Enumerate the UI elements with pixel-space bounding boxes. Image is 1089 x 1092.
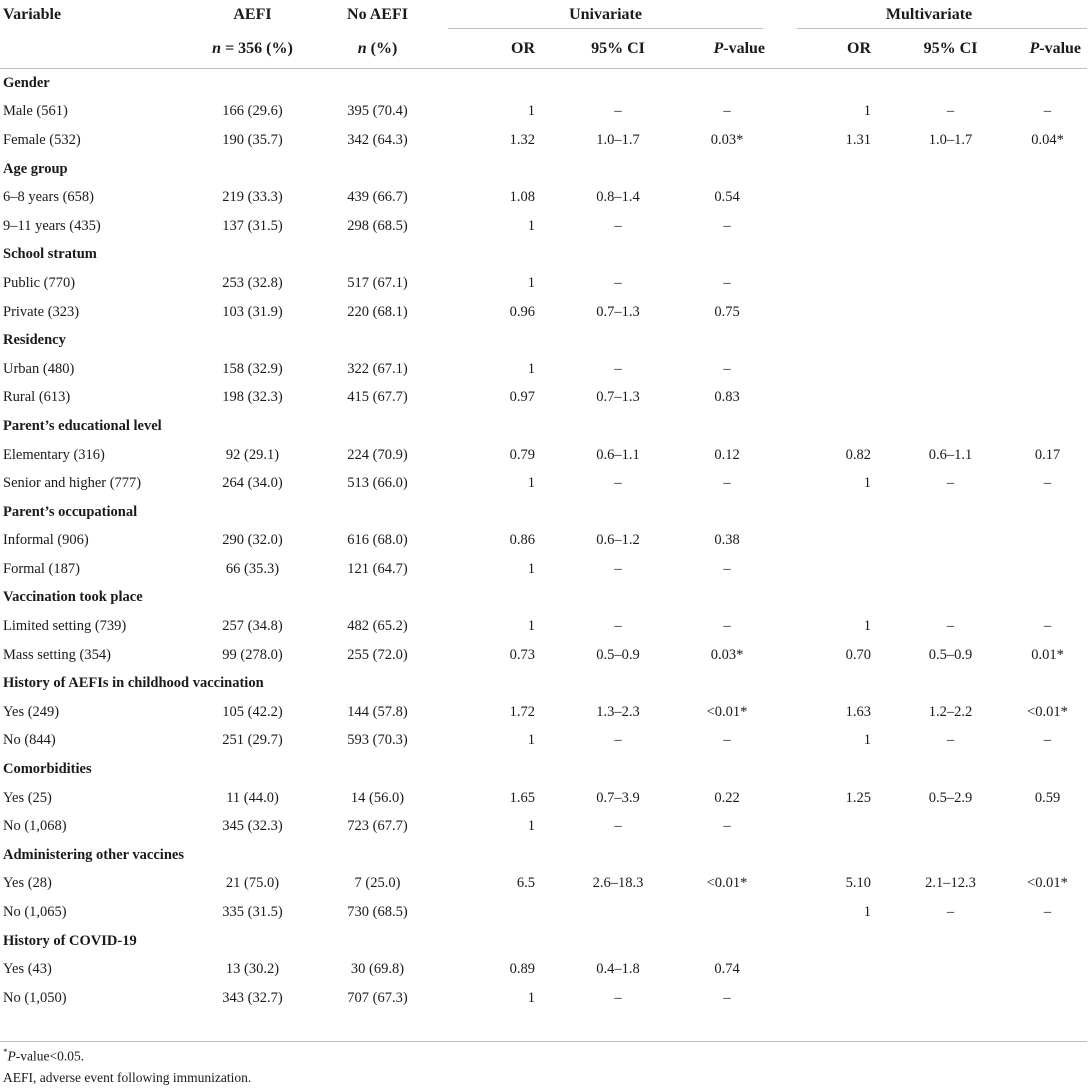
univariate-ci: 1.3–2.3	[596, 703, 640, 720]
univariate-or: 1	[527, 475, 535, 492]
multivariate-or: 5.10	[845, 875, 872, 892]
no-aefi-value: 224 (70.9)	[347, 446, 408, 463]
univariate-p: 0.75	[714, 303, 740, 320]
univariate-or: 1	[527, 360, 535, 377]
multivariate-p: 0.59	[1034, 789, 1061, 806]
aefi-value: 219 (33.3)	[222, 189, 283, 206]
header-univariate-or: OR	[511, 39, 535, 57]
header-univariate-p-symbol: P	[713, 39, 724, 57]
univariate-or: 1	[527, 103, 535, 120]
header-multivariate-or: OR	[847, 39, 872, 57]
no-aefi-value: 395 (70.4)	[347, 103, 408, 120]
multivariate-ci: 2.1–12.3	[925, 875, 976, 892]
multivariate-or	[771, 183, 893, 212]
multivariate-p	[1008, 384, 1087, 413]
group-heading: Residency	[3, 332, 66, 349]
univariate-p: –	[723, 732, 731, 749]
header-aefi: AEFI	[233, 5, 272, 23]
multivariate-p: –	[1043, 618, 1052, 635]
aefi-value: 21 (75.0)	[225, 875, 280, 892]
row-label: Urban (480)	[3, 360, 75, 377]
no-aefi-value: 723 (67.7)	[347, 818, 408, 835]
multivariate-p	[1008, 298, 1087, 327]
no-aefi-value: 7 (25.0)	[354, 875, 401, 892]
univariate-p	[683, 898, 771, 927]
univariate-p: 0.38	[714, 532, 740, 549]
univariate-or: 1	[527, 618, 535, 635]
group-heading: Gender	[3, 74, 50, 91]
univariate-or: 1.32	[509, 131, 535, 148]
multivariate-ci	[893, 212, 1008, 241]
multivariate-or	[771, 212, 893, 241]
table-row	[0, 555, 1087, 584]
no-aefi-value: 322 (67.1)	[347, 360, 408, 377]
header-univariate-p	[683, 29, 771, 69]
no-aefi-value: 121 (64.7)	[347, 560, 408, 577]
footnote-star: *	[3, 1047, 8, 1057]
multivariate-p: <0.01*	[1027, 703, 1068, 720]
table-row	[0, 870, 1087, 899]
table-row	[0, 612, 1087, 641]
multivariate-p: 0.17	[1034, 446, 1061, 463]
aefi-value: 335 (31.5)	[222, 904, 283, 921]
row-label: No (1,068)	[3, 818, 67, 835]
multivariate-ci: 0.5–0.9	[928, 646, 973, 663]
header-aefi-n-symbol: n	[212, 39, 222, 57]
row-label: Informal (906)	[3, 532, 89, 549]
univariate-ci: –	[614, 732, 622, 749]
aefi-value: 137 (31.5)	[222, 217, 283, 234]
univariate-ci: 0.6–1.2	[596, 532, 640, 549]
table-row	[0, 698, 1087, 727]
aefi-value: 105 (42.2)	[222, 703, 283, 720]
header-variable-spacer	[0, 29, 190, 69]
table-row	[0, 984, 1087, 1013]
no-aefi-value: 255 (72.0)	[347, 646, 408, 663]
univariate-or: 0.89	[509, 961, 535, 978]
univariate-p: –	[723, 217, 731, 234]
univariate-p: –	[723, 103, 731, 120]
group-heading: History of COVID-19	[3, 932, 137, 949]
table-row	[0, 469, 1087, 498]
univariate-or: 0.73	[509, 646, 535, 663]
no-aefi-value: 342 (64.3)	[347, 131, 408, 148]
univariate-or: 0.97	[509, 389, 535, 406]
multivariate-or: 1	[863, 618, 872, 635]
group-heading-row	[0, 498, 1087, 527]
row-label: Public (770)	[3, 274, 76, 291]
univariate-ci: 0.8–1.4	[596, 189, 640, 206]
table-row	[0, 126, 1087, 155]
univariate-or: 1.08	[509, 189, 535, 206]
univariate-p: –	[723, 360, 731, 377]
aefi-value: 92 (29.1)	[225, 446, 280, 463]
univariate-ci: 0.6–1.1	[596, 446, 640, 463]
aefi-value: 251 (29.7)	[222, 732, 283, 749]
row-label: Yes (28)	[3, 875, 52, 892]
univariate-p: 0.03*	[710, 646, 744, 663]
multivariate-ci	[893, 183, 1008, 212]
header-multivariate	[771, 0, 1087, 29]
table-row	[0, 955, 1087, 984]
no-aefi-value: 30 (69.8)	[350, 961, 405, 978]
multivariate-or	[771, 984, 893, 1013]
univariate-or: 1	[527, 989, 535, 1006]
aefi-value: 190 (35.7)	[222, 131, 283, 148]
aefi-value: 198 (32.3)	[222, 389, 283, 406]
table-row	[0, 298, 1087, 327]
group-heading: Parent’s occupational	[3, 503, 138, 520]
univariate-ci: 0.7–1.3	[596, 389, 640, 406]
univariate-or: 1	[527, 818, 535, 835]
header-univariate-label: Univariate	[569, 5, 642, 23]
footnote-abbreviation: AEFI, adverse event following immunization.	[3, 1070, 252, 1085]
multivariate-or	[771, 955, 893, 984]
header-univariate-p-rest: -value	[723, 39, 766, 57]
univariate-ci: –	[614, 618, 622, 635]
multivariate-ci: –	[946, 103, 955, 120]
univariate-p: –	[723, 818, 731, 835]
univariate-p: 0.03*	[710, 131, 744, 148]
multivariate-or: 1.31	[845, 131, 872, 148]
multivariate-or: 1	[863, 103, 872, 120]
univariate-p: 0.74	[714, 961, 740, 978]
univariate-or: 6.5	[516, 875, 535, 892]
row-label: Rural (613)	[3, 389, 71, 406]
multivariate-or	[771, 355, 893, 384]
table-row	[0, 269, 1087, 298]
no-aefi-value: 144 (57.8)	[347, 703, 408, 720]
footnote-significance	[3, 1047, 84, 1065]
footnote-p-symbol: P	[7, 1048, 16, 1064]
univariate-or: 1	[527, 732, 535, 749]
multivariate-or	[771, 298, 893, 327]
header-aefi-n-rest: = 356 (%)	[221, 39, 293, 57]
univariate-ci: –	[614, 274, 622, 291]
multivariate-p: 0.01*	[1031, 646, 1064, 663]
header-no-aefi-n-symbol: n	[357, 39, 367, 57]
multivariate-or: 1	[863, 732, 872, 749]
multivariate-ci: 1.0–1.7	[928, 131, 973, 148]
univariate-p: –	[723, 475, 731, 492]
no-aefi-value: 513 (66.0)	[347, 475, 408, 492]
group-heading: Administering other vaccines	[3, 846, 184, 863]
multivariate-or: 0.82	[845, 446, 872, 463]
table-row	[0, 812, 1087, 841]
aefi-value: 290 (32.0)	[222, 532, 283, 549]
multivariate-or	[771, 527, 893, 556]
univariate-rule	[448, 28, 763, 29]
header-multivariate-p-rest: -value	[1039, 39, 1082, 57]
group-heading-row	[0, 326, 1087, 355]
aefi-value: 158 (32.9)	[222, 360, 283, 377]
table-row	[0, 898, 1087, 927]
univariate-p: –	[723, 989, 731, 1006]
group-heading: Vaccination took place	[3, 589, 143, 606]
univariate-or: 1.65	[509, 789, 535, 806]
group-heading: Age group	[3, 160, 68, 177]
no-aefi-value: 593 (70.3)	[347, 732, 408, 749]
header-no-aefi: No AEFI	[347, 5, 408, 23]
multivariate-ci	[893, 384, 1008, 413]
multivariate-p	[1008, 555, 1087, 584]
univariate-or: 1	[527, 560, 535, 577]
multivariate-ci	[893, 355, 1008, 384]
header-multivariate-ci: 95% CI	[923, 39, 978, 57]
multivariate-or: 1.63	[845, 703, 872, 720]
group-heading: School stratum	[3, 246, 97, 263]
multivariate-or	[771, 812, 893, 841]
univariate-or: 1	[527, 217, 535, 234]
row-label: Yes (249)	[3, 703, 60, 720]
multivariate-p: 0.04*	[1031, 131, 1064, 148]
multivariate-or	[771, 269, 893, 298]
aefi-value: 66 (35.3)	[225, 560, 280, 577]
table-header	[0, 0, 1087, 69]
row-label: 6–8 years (658)	[3, 189, 95, 206]
header-multivariate-label: Multivariate	[885, 5, 973, 23]
header-aefi-n	[190, 29, 315, 69]
row-label: No (1,065)	[3, 904, 67, 921]
row-label: No (1,050)	[3, 989, 67, 1006]
table-row	[0, 441, 1087, 470]
multivariate-p: –	[1043, 475, 1052, 492]
multivariate-ci	[893, 269, 1008, 298]
multivariate-p	[1008, 269, 1087, 298]
multivariate-p: –	[1043, 732, 1052, 749]
aefi-value: 343 (32.7)	[222, 989, 283, 1006]
row-label: Elementary (316)	[3, 446, 105, 463]
univariate-ci: –	[614, 360, 622, 377]
multivariate-or	[771, 384, 893, 413]
group-heading: Parent’s educational level	[3, 417, 162, 434]
univariate-or: 1	[527, 274, 535, 291]
group-heading-row	[0, 927, 1087, 956]
row-label: 9–11 years (435)	[3, 217, 101, 234]
multivariate-ci	[893, 984, 1008, 1013]
univariate-or	[440, 898, 553, 927]
group-heading: Comorbidities	[3, 761, 92, 778]
univariate-ci: 0.5–0.9	[596, 646, 640, 663]
multivariate-ci	[893, 527, 1008, 556]
univariate-or: 0.96	[509, 303, 535, 320]
table-row	[0, 641, 1087, 670]
multivariate-or: 0.70	[845, 646, 872, 663]
univariate-or: 0.79	[509, 446, 535, 463]
group-heading-row	[0, 755, 1087, 784]
no-aefi-value: 439 (66.7)	[347, 189, 408, 206]
multivariate-p	[1008, 355, 1087, 384]
aefi-value: 264 (34.0)	[222, 475, 283, 492]
no-aefi-value: 220 (68.1)	[347, 303, 408, 320]
multivariate-or: 1	[863, 904, 872, 921]
row-label: Formal (187)	[3, 560, 80, 577]
group-heading-row	[0, 669, 1087, 698]
univariate-ci: 2.6–18.3	[592, 875, 644, 892]
multivariate-p: –	[1043, 904, 1052, 921]
table-row	[0, 355, 1087, 384]
row-label: Private (323)	[3, 303, 80, 320]
header-multivariate-p	[1008, 29, 1087, 69]
univariate-ci: 0.7–1.3	[596, 303, 640, 320]
multivariate-ci	[893, 298, 1008, 327]
row-label: Limited setting (739)	[3, 618, 127, 635]
aefi-value: 253 (32.8)	[222, 274, 283, 291]
multivariate-ci	[893, 955, 1008, 984]
univariate-ci: 1.0–1.7	[596, 131, 640, 148]
univariate-p: –	[723, 274, 731, 291]
multivariate-p	[1008, 984, 1087, 1013]
no-aefi-value: 730 (68.5)	[347, 904, 408, 921]
group-heading: History of AEFIs in childhood vaccination	[3, 675, 264, 692]
multivariate-rule	[797, 28, 1087, 29]
group-heading-row	[0, 155, 1087, 184]
row-label: Female (532)	[3, 131, 81, 148]
multivariate-ci: 1.2–2.2	[928, 703, 973, 720]
univariate-p: 0.54	[714, 189, 740, 206]
group-heading-row	[0, 841, 1087, 870]
multivariate-or	[771, 555, 893, 584]
table-row	[0, 527, 1087, 556]
aefi-value: 166 (29.6)	[222, 103, 283, 120]
no-aefi-value: 707 (67.3)	[347, 989, 408, 1006]
multivariate-or: 1	[863, 475, 872, 492]
row-label: Senior and higher (777)	[3, 475, 142, 492]
multivariate-ci: 0.5–2.9	[928, 789, 973, 806]
multivariate-ci: –	[946, 904, 955, 921]
multivariate-ci: –	[946, 475, 955, 492]
table-row	[0, 212, 1087, 241]
aefi-value: 103 (31.9)	[222, 303, 283, 320]
no-aefi-value: 415 (67.7)	[347, 389, 408, 406]
univariate-or: 1.72	[509, 703, 535, 720]
aefi-value: 99 (278.0)	[222, 646, 283, 663]
table-row	[0, 98, 1087, 127]
univariate-p: 0.83	[714, 389, 740, 406]
univariate-ci: –	[614, 989, 622, 1006]
group-heading-row	[0, 584, 1087, 613]
header-variable: Variable	[3, 5, 62, 23]
univariate-p: –	[723, 618, 731, 635]
multivariate-ci	[893, 555, 1008, 584]
no-aefi-value: 298 (68.5)	[347, 217, 408, 234]
univariate-p: <0.01*	[706, 875, 748, 892]
multivariate-ci: –	[946, 618, 955, 635]
univariate-ci: –	[614, 217, 622, 234]
table-bottom-rule	[0, 1041, 1087, 1042]
table-row	[0, 784, 1087, 813]
univariate-or: 0.86	[509, 532, 535, 549]
univariate-ci: 0.7–3.9	[596, 789, 640, 806]
table-row	[0, 384, 1087, 413]
univariate-ci	[553, 898, 683, 927]
no-aefi-value: 517 (67.1)	[347, 274, 408, 291]
multivariate-p	[1008, 812, 1087, 841]
row-label: Male (561)	[3, 103, 68, 120]
multivariate-ci: –	[946, 732, 955, 749]
no-aefi-value: 482 (65.2)	[347, 618, 408, 635]
univariate-p: 0.12	[714, 446, 740, 463]
multivariate-p: –	[1043, 103, 1052, 120]
header-no-aefi-n-rest: (%)	[366, 39, 398, 57]
multivariate-p	[1008, 527, 1087, 556]
row-label: Yes (43)	[3, 961, 52, 978]
univariate-ci: –	[614, 818, 622, 835]
group-heading-row	[0, 412, 1087, 441]
univariate-p: 0.22	[714, 789, 740, 806]
multivariate-ci: 0.6–1.1	[928, 446, 973, 463]
aefi-value: 13 (30.2)	[225, 961, 280, 978]
header-multivariate-p-symbol: P	[1029, 39, 1040, 57]
table-body	[0, 69, 1087, 1013]
row-label: No (844)	[3, 732, 56, 749]
univariate-ci: –	[614, 475, 622, 492]
univariate-ci: –	[614, 560, 622, 577]
multivariate-p	[1008, 955, 1087, 984]
univariate-ci: 0.4–1.8	[596, 961, 640, 978]
no-aefi-value: 14 (56.0)	[350, 789, 405, 806]
header-univariate	[440, 0, 771, 29]
header-univariate-ci: 95% CI	[591, 39, 645, 57]
aefi-value: 257 (34.8)	[222, 618, 283, 635]
no-aefi-value: 616 (68.0)	[347, 532, 408, 549]
aefi-value: 345 (32.3)	[222, 818, 283, 835]
univariate-p: –	[723, 560, 731, 577]
multivariate-ci	[893, 812, 1008, 841]
row-label: Mass setting (354)	[3, 646, 111, 663]
aefi-value: 11 (44.0)	[226, 789, 279, 806]
multivariate-p: <0.01*	[1027, 875, 1068, 892]
univariate-p: <0.01*	[706, 703, 748, 720]
header-no-aefi-n	[315, 29, 440, 69]
row-label: Yes (25)	[3, 789, 52, 806]
group-heading-row	[0, 241, 1087, 270]
univariate-ci: –	[614, 103, 622, 120]
table-row	[0, 727, 1087, 756]
table-row	[0, 183, 1087, 212]
multivariate-p	[1008, 183, 1087, 212]
group-heading-row	[0, 69, 1087, 98]
footnote-p-rest: -value<0.05.	[15, 1048, 85, 1064]
multivariate-p	[1008, 212, 1087, 241]
multivariate-or: 1.25	[845, 789, 872, 806]
